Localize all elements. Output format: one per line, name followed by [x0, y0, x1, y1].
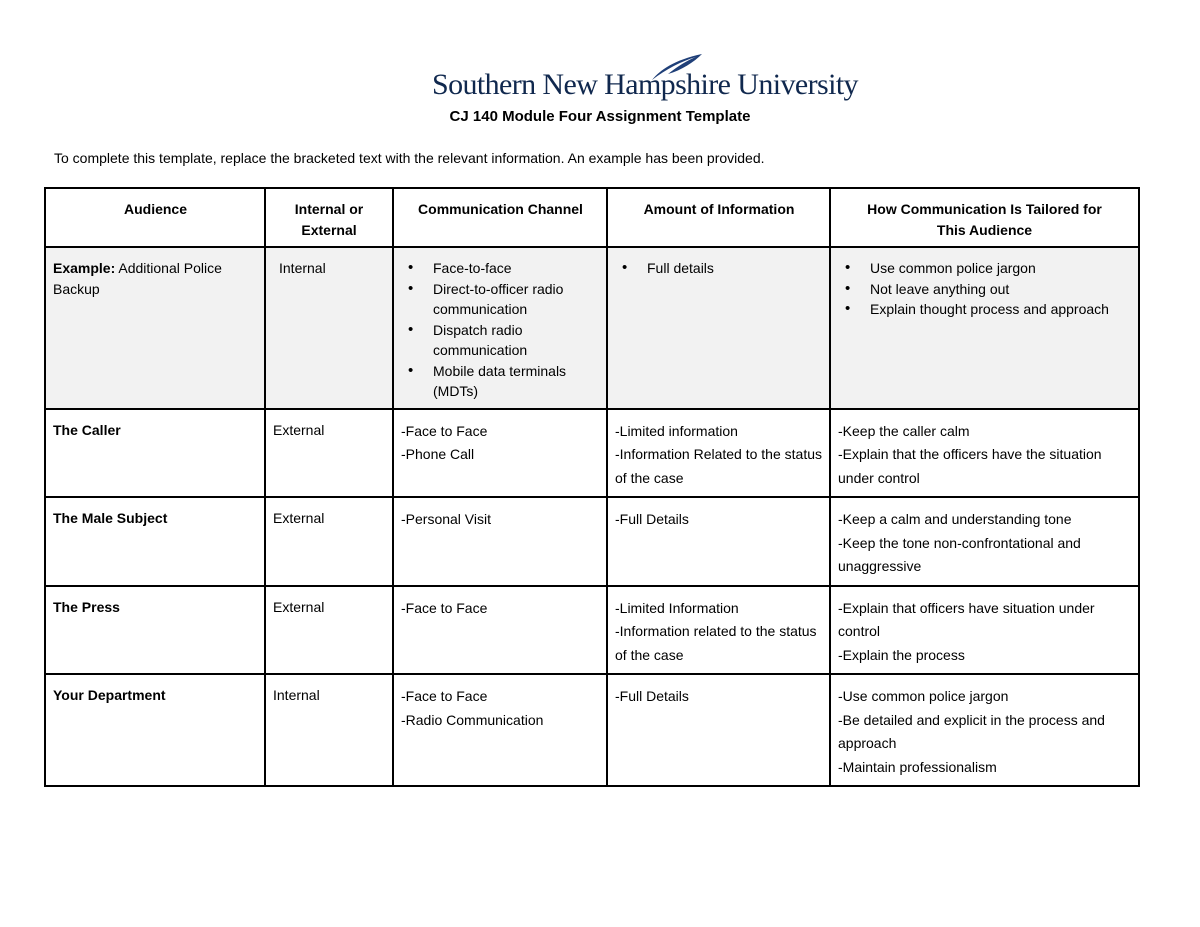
cell-line: -Face to Face [401, 688, 488, 704]
example-label: Example: [53, 260, 116, 276]
cell-line: -Limited Information [615, 599, 739, 616]
cell-line: -Information Related to the status of the case [615, 446, 822, 486]
table-row [45, 674, 1139, 786]
type-cell: External [265, 409, 393, 498]
cell-line: -Explain the process [838, 646, 965, 663]
table-row [45, 409, 1139, 498]
audience-cell [45, 247, 265, 409]
channel-cell [393, 247, 607, 409]
snhu-logo [432, 52, 858, 104]
cell-line: -Explain that the officers have the situation under control [838, 446, 1102, 486]
cell-line: -Face to Face [401, 422, 488, 439]
amount-cell [607, 586, 830, 675]
cell-line: -Full Details [615, 688, 689, 704]
audience-cell: The Caller [45, 409, 265, 498]
cell-line: -Use common police jargon [838, 688, 1009, 704]
list-item: • Face-to-face [401, 258, 600, 279]
audience-text: Additional Police Backup [53, 260, 222, 297]
amount-cell [607, 409, 830, 498]
list-item: • Mobile data terminals (MDTs) [401, 361, 600, 402]
type-text: Internal [279, 260, 326, 276]
cell-line: -Be detailed and explicit in the process and approach [838, 711, 1105, 751]
cell-line: -Maintain professionalism [838, 758, 997, 775]
tailored-cell [830, 674, 1139, 786]
tailored-cell [830, 409, 1139, 498]
assignment-table [44, 187, 1140, 787]
table-row-example [45, 247, 1139, 409]
cell-line: -Full Details [615, 511, 689, 527]
type-cell: External [265, 586, 393, 675]
audience-cell: The Press [45, 586, 265, 675]
column-header: Communication Channel [393, 188, 607, 247]
cell-line: -Phone Call [401, 446, 475, 462]
cell-line: -Keep a calm and understanding tone [838, 511, 1072, 527]
column-header: Internal or External [265, 188, 393, 247]
amount-cell [607, 497, 830, 586]
cell-line: -Personal Visit [401, 511, 492, 527]
list-item: • Explain thought process and approach [838, 299, 1132, 320]
logo-wordmark: Southern New Hampshire University [432, 68, 858, 101]
cell-line: -Limited information [615, 422, 738, 439]
cell-line: -Keep the tone non-confrontational and unaggressive [838, 534, 1081, 574]
instructions-text: To complete this template, replace the bracketed text with the relevant information. An example has been provided. [54, 150, 765, 166]
type-cell: Internal [265, 674, 393, 786]
cell-line: -Face to Face [401, 599, 488, 616]
amount-cell [607, 674, 830, 786]
table-row [45, 586, 1139, 675]
type-cell: External [265, 497, 393, 586]
list-item: • Not leave anything out [838, 279, 1132, 300]
audience-cell: Your Department [45, 674, 265, 786]
list-item: • Use common police jargon [838, 258, 1132, 279]
list-item: • Full details [615, 258, 823, 279]
channel-cell [393, 586, 607, 675]
cell-line: -Radio Communication [401, 711, 544, 728]
cell-line: -Keep the caller calm [838, 422, 970, 439]
channel-cell [393, 674, 607, 786]
table-header-row [45, 188, 1139, 247]
cell-line: -Explain that officers have situation under control [838, 599, 1095, 639]
table-row [45, 497, 1139, 586]
column-header: Audience [45, 188, 265, 247]
list-item: • Direct-to-officer radio communication [401, 279, 600, 320]
tailored-cell [830, 497, 1139, 586]
amount-cell [607, 247, 830, 409]
type-cell [265, 247, 393, 409]
tailored-cell [830, 586, 1139, 675]
column-header: How Communication Is Tailored for This Audience [830, 188, 1139, 247]
channel-cell [393, 409, 607, 498]
page-title: CJ 140 Module Four Assignment Template [449, 108, 751, 125]
audience-cell: The Male Subject [45, 497, 265, 586]
column-header: Amount of Information [607, 188, 830, 247]
channel-cell [393, 497, 607, 586]
cell-line: -Information related to the status of the case [615, 623, 817, 663]
list-item: • Dispatch radio communication [401, 320, 600, 361]
tailored-cell [830, 247, 1139, 409]
